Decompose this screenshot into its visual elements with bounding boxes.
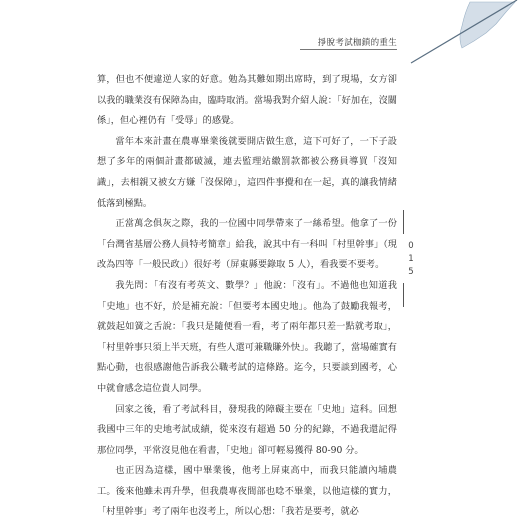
paragraph: 我先問：「有沒有考英文、數學？」他說：「沒有」。不過他也知道我「史地」也不好，於是補充說：「但要考本國史地」。他為了鼓勵我報考，就鼓起如簧之舌說：「我只是隨便看一看，考了兩年都只差一點就考取」，「村里幹事只須上半天班，有些人還可兼職賺外快」。我聽了，當場確實有點心動，也很感謝他告訴我公職考試的這條路。迄今，只要談到國考，心中就會感念這位貴人同學。 (97, 279, 397, 394)
page-number-rule-bottom (403, 283, 404, 307)
page-number-rule-top (403, 210, 404, 234)
paragraph: 也正因為這樣，國中畢業後，他考上屏東高中，而我只能讀內埔農工。後來他雖未再升學，但我農專夜間部也唸不畢業，以他這樣的實力，「村里幹事」考了兩年也沒考上，所以心想：「我若是要考，就必 (97, 465, 397, 518)
paragraph: 正當萬念俱灰之際，我的一位國中同學帶來了一絲希望。他拿了一份「台灣省基層公務人員特考簡章」給我，說其中有一科叫「村里幹事」（現改為四等「一般民政」）很好考（屏東縣要錄取 5 人），看我要不要考。 (97, 218, 397, 271)
paragraph: 回家之後，看了考試科目，發現我的障礙主要在「史地」這科。回想我國中三年的史地考試成績，從來沒有超過 50 分的紀錄，不過我還記得那位同學，平常沒見他在看書，「史地」卻可輕易獲得 80-90 分。 (97, 403, 397, 456)
feather-vane (460, 2, 515, 48)
paragraph: 算，但也不便違逆人家的好意。勉為其難如期出席時，到了現場，女方卻以我的職業沒有保障為由，臨時取消。當場我對介紹人說：「好加在，沒關係」，但心裡仍有「受辱」的感覺。 (97, 74, 397, 127)
body-text (97, 70, 397, 523)
header-rule (300, 49, 397, 50)
running-header-title: 掙脫考試枷鎖的重生 (317, 38, 397, 48)
page-number: 015 (408, 241, 414, 277)
feather-quill-shaft (411, 0, 517, 63)
paragraph: 當年本來計畫在農專畢業後就要開店做生意，這下可好了，一下子設想了多年的兩個計畫都破滅，連去監理站繳罰款都被公務員導買「沒知識」，去相親又被女方嫌「沒保障」，這四件事攪和在一起，真的讓我情緒低落到極點。 (97, 135, 397, 209)
